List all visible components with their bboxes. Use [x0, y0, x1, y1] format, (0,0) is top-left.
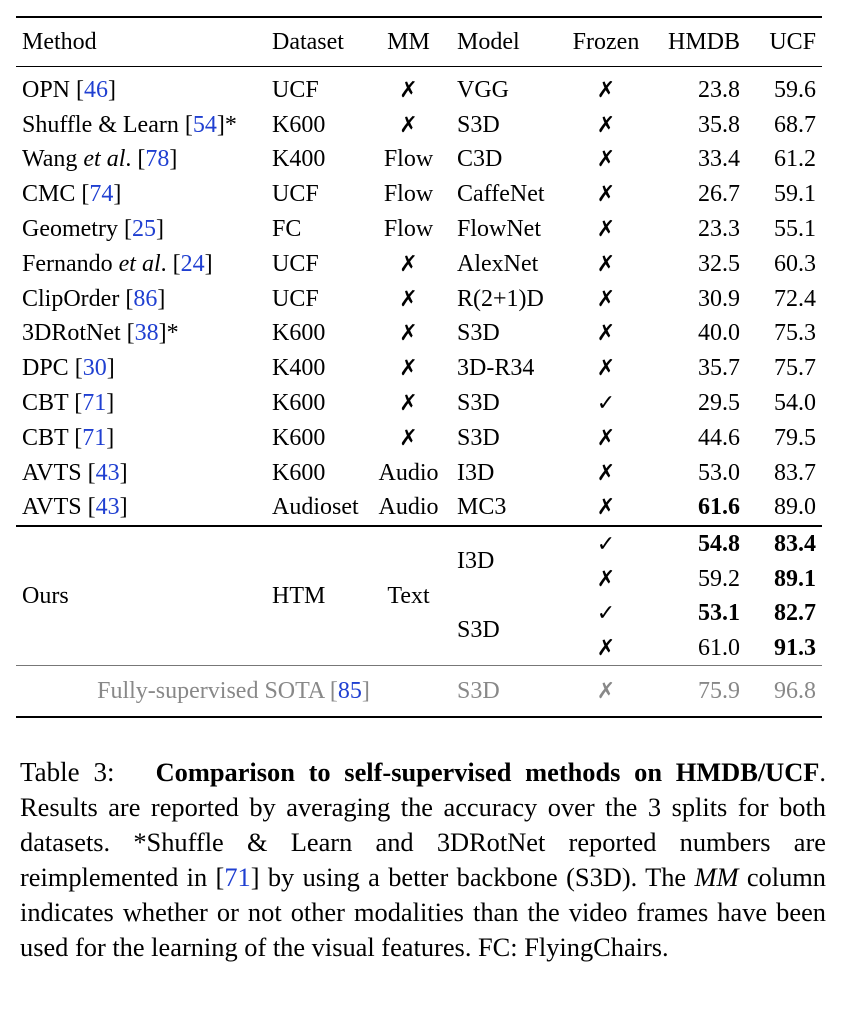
- dataset-cell: UCF: [272, 181, 319, 208]
- comparison-table: [16, 16, 822, 718]
- method-suffix: *: [166, 320, 179, 347]
- hmdb-value: 26.7: [698, 181, 740, 208]
- ucf-value: 83.4: [746, 526, 822, 562]
- frozen-mark: ✓: [561, 526, 651, 562]
- hmdb-value: 44.6: [698, 424, 740, 451]
- baseline-rows: [16, 67, 822, 527]
- method-cell: CBT [71]: [22, 390, 115, 417]
- frozen-mark: ✗: [596, 217, 616, 243]
- ucf-value: 79.5: [774, 424, 816, 451]
- hmdb-value: 23.8: [698, 76, 740, 103]
- citation-link[interactable]: 38: [134, 320, 159, 347]
- ucf-value: 89.0: [774, 494, 816, 521]
- citation-link[interactable]: 86: [133, 285, 158, 312]
- model-cell: 3D-R34: [457, 355, 535, 382]
- ours-model-i3d: I3D: [451, 526, 561, 596]
- method-name: Geometry: [22, 216, 118, 243]
- header-method: Method: [16, 17, 266, 67]
- citation-link[interactable]: 71: [224, 862, 251, 892]
- ucf-value: 59.6: [774, 76, 816, 103]
- dataset-cell: K600: [272, 390, 326, 417]
- model-cell: S3D: [457, 390, 500, 417]
- method-cell: CBT [71]: [22, 424, 115, 451]
- method-name: Wang: [22, 146, 84, 173]
- mm-cell: ✗: [399, 391, 418, 417]
- method-name: ClipOrder: [22, 285, 120, 312]
- citation-link[interactable]: 43: [95, 459, 120, 486]
- model-cell: MC3: [457, 494, 507, 521]
- dataset-cell: Audioset: [272, 494, 359, 521]
- sota-method-name: Fully-supervised SOTA: [97, 677, 324, 704]
- citation-link[interactable]: 46: [84, 76, 109, 103]
- citation-link[interactable]: 54: [192, 111, 217, 138]
- hmdb-value: 33.4: [698, 146, 740, 173]
- frozen-mark: ✗: [596, 566, 616, 592]
- method-name: AVTS: [22, 459, 82, 486]
- mm-cell: ✗: [399, 77, 418, 103]
- method-cell: AVTS [43]: [22, 494, 128, 521]
- caption-text-3: column indicates whether or not other modalities than the video frames have been used for the learning of the visual features. FC: FlyingChairs.: [20, 862, 826, 962]
- model-cell: VGG: [457, 76, 509, 103]
- dataset-cell: K600: [272, 424, 326, 451]
- ours-model-s3d: S3D: [457, 617, 500, 644]
- model-cell: S3D: [457, 320, 500, 347]
- caption-text-2: ] by using a better backbone (S3D). The: [250, 862, 695, 892]
- mm-cell: ✗: [399, 356, 418, 382]
- method-cell: ClipOrder [86]: [22, 285, 166, 312]
- header-model: Model: [451, 17, 561, 67]
- method-name-em: et al: [118, 250, 161, 277]
- method-name: OPN: [22, 76, 71, 103]
- method-cell: Wang et al. [78]: [22, 146, 178, 173]
- table-row: [16, 143, 822, 178]
- table-row: [16, 67, 822, 108]
- ucf-value: 75.7: [774, 355, 816, 382]
- method-cell: DPC [30]: [22, 355, 115, 382]
- dataset-cell: UCF: [272, 76, 319, 103]
- caption-em: MM: [694, 862, 739, 892]
- hmdb-value: 40.0: [698, 320, 740, 347]
- method-name: AVTS: [22, 494, 82, 521]
- table-row: [16, 421, 822, 456]
- citation-link[interactable]: 85: [337, 677, 362, 704]
- hmdb-value: 61.0: [698, 634, 740, 661]
- table-row: [16, 177, 822, 212]
- model-cell: S3D: [457, 424, 500, 451]
- sota-rows: [16, 666, 822, 718]
- table-row: [16, 282, 822, 317]
- model-cell: S3D: [457, 111, 500, 138]
- ucf-value: 96.8: [746, 666, 822, 718]
- frozen-mark: ✗: [596, 77, 616, 103]
- method-cell: AVTS [43]: [22, 459, 128, 486]
- table-caption: [20, 755, 826, 965]
- mm-cell: Flow: [383, 146, 434, 173]
- frozen-mark: ✗: [596, 147, 616, 173]
- method-name-post: .: [125, 146, 132, 173]
- caption-title: Comparison to self-supervised methods on HMDB/UCF: [155, 757, 820, 787]
- model-cell: CaffeNet: [457, 181, 545, 208]
- mm-cell: Audio: [378, 494, 439, 521]
- hmdb-value: 30.9: [698, 285, 740, 312]
- ucf-value: 91.3: [774, 634, 816, 661]
- method-name: 3DRotNet: [22, 320, 121, 347]
- method-name-post: .: [160, 250, 167, 277]
- citation-link[interactable]: 74: [89, 181, 114, 208]
- method-name-em: et al: [83, 146, 126, 173]
- citation-link[interactable]: 30: [82, 355, 107, 382]
- sota-method: Fully-supervised SOTA [85]: [16, 666, 451, 718]
- method-cell: Shuffle & Learn [54]*: [22, 111, 237, 138]
- model-cell: FlowNet: [457, 216, 541, 243]
- ucf-value: 75.3: [774, 320, 816, 347]
- mm-cell: ✗: [399, 286, 418, 312]
- model-cell: R(2+1)D: [457, 285, 544, 312]
- hmdb-value: 35.8: [698, 111, 740, 138]
- frozen-mark: ✗: [596, 182, 616, 208]
- dataset-cell: K400: [272, 355, 326, 382]
- ours-dataset: HTM: [266, 526, 366, 666]
- caption-text-1: . Results are reported by averaging the accuracy over the 3 splits for both datasets. *Shuffle & Learn and 3DRotNet reported numbers are reimplemented in [: [20, 757, 827, 892]
- dataset-cell: UCF: [272, 250, 319, 277]
- method-cell: CMC [74]: [22, 181, 122, 208]
- frozen-mark: ✗: [596, 495, 616, 521]
- method-cell: 3DRotNet [38]*: [22, 320, 179, 347]
- frozen-mark: ✗: [596, 425, 616, 451]
- ucf-value: 83.7: [774, 459, 816, 486]
- method-cell: OPN [46]: [22, 76, 117, 103]
- sota-model: S3D: [451, 666, 561, 718]
- frozen-mark: ✗: [596, 356, 616, 382]
- frozen-mark: ✓: [596, 391, 616, 417]
- table-row: [16, 351, 822, 386]
- method-name: Shuffle & Learn: [22, 111, 179, 138]
- hmdb-value: 59.2: [698, 565, 740, 592]
- frozen-mark: ✗: [596, 251, 616, 277]
- header-mm: MM: [366, 17, 451, 67]
- table-row: [16, 491, 822, 527]
- hmdb-value: 53.1: [698, 600, 740, 627]
- table-row: [16, 456, 822, 491]
- citation-link[interactable]: 43: [95, 494, 120, 521]
- frozen-mark: ✗: [596, 286, 616, 312]
- table-row: [16, 247, 822, 282]
- ours-rows: [16, 526, 822, 666]
- method-name: DPC: [22, 355, 69, 382]
- hmdb-value: 23.3: [698, 216, 740, 243]
- ucf-value: 59.1: [774, 181, 816, 208]
- citation-link[interactable]: 78: [145, 146, 170, 173]
- frozen-mark: ✗: [596, 460, 616, 486]
- ucf-value: 60.3: [774, 250, 816, 277]
- table-row: [16, 386, 822, 421]
- table-row: [16, 526, 822, 562]
- dataset-cell: K400: [272, 146, 326, 173]
- dataset-cell: K600: [272, 111, 326, 138]
- table-row: [16, 108, 822, 143]
- hmdb-value: 53.0: [698, 459, 740, 486]
- mm-cell: Flow: [383, 216, 434, 243]
- ucf-value: 82.7: [774, 600, 816, 627]
- hmdb-value: 29.5: [698, 390, 740, 417]
- hmdb-value: 54.8: [651, 526, 746, 562]
- table-row: [16, 212, 822, 247]
- dataset-cell: FC: [272, 216, 302, 243]
- header-dataset: Dataset: [266, 17, 366, 67]
- method-cell: Fernando et al. [24]: [22, 250, 213, 277]
- model-cell: AlexNet: [457, 250, 539, 277]
- citation-link[interactable]: 25: [131, 216, 156, 243]
- dataset-cell: K600: [272, 320, 326, 347]
- method-name: CMC: [22, 181, 76, 208]
- frozen-mark: ✗: [596, 321, 616, 347]
- model-cell: C3D: [457, 146, 503, 173]
- mm-cell: ✗: [399, 425, 418, 451]
- caption-label: Table 3:: [20, 757, 115, 787]
- dataset-cell: UCF: [272, 285, 319, 312]
- ucf-value: 68.7: [774, 111, 816, 138]
- frozen-mark: ✗: [596, 112, 616, 138]
- ucf-value: 55.1: [774, 216, 816, 243]
- table-row: [16, 666, 822, 718]
- citation-link[interactable]: 24: [180, 250, 205, 277]
- ucf-value: 89.1: [774, 565, 816, 592]
- mm-cell: Flow: [383, 181, 434, 208]
- table-row: [16, 317, 822, 352]
- method-name: Fernando: [22, 250, 119, 277]
- ucf-value: 61.2: [774, 146, 816, 173]
- mm-cell: ✗: [399, 251, 418, 277]
- ours-mm: Text: [366, 526, 451, 666]
- citation-link[interactable]: 71: [82, 390, 107, 417]
- mm-cell: ✗: [399, 321, 418, 347]
- ucf-value: 72.4: [774, 285, 816, 312]
- table-header-row: [16, 17, 822, 67]
- header-hmdb: HMDB: [651, 17, 746, 67]
- ucf-value: 54.0: [774, 390, 816, 417]
- frozen-mark: ✗: [596, 635, 616, 661]
- hmdb-value: 75.9: [651, 666, 746, 718]
- hmdb-value: 35.7: [698, 355, 740, 382]
- mm-cell: Audio: [378, 459, 439, 486]
- hmdb-value: 32.5: [698, 250, 740, 277]
- model-cell: I3D: [457, 459, 495, 486]
- mm-cell: ✗: [399, 112, 418, 138]
- header-ucf: UCF: [746, 17, 822, 67]
- frozen-mark: ✗: [561, 666, 651, 718]
- method-name: CBT: [22, 424, 69, 451]
- header-frozen: Frozen: [561, 17, 651, 67]
- method-cell: Geometry [25]: [22, 216, 164, 243]
- frozen-mark: ✓: [596, 601, 616, 627]
- method-name: CBT: [22, 390, 69, 417]
- dataset-cell: K600: [272, 459, 326, 486]
- ours-method: Ours: [16, 526, 266, 666]
- method-suffix: *: [224, 111, 237, 138]
- citation-link[interactable]: 71: [82, 424, 107, 451]
- hmdb-value: 61.6: [698, 494, 740, 521]
